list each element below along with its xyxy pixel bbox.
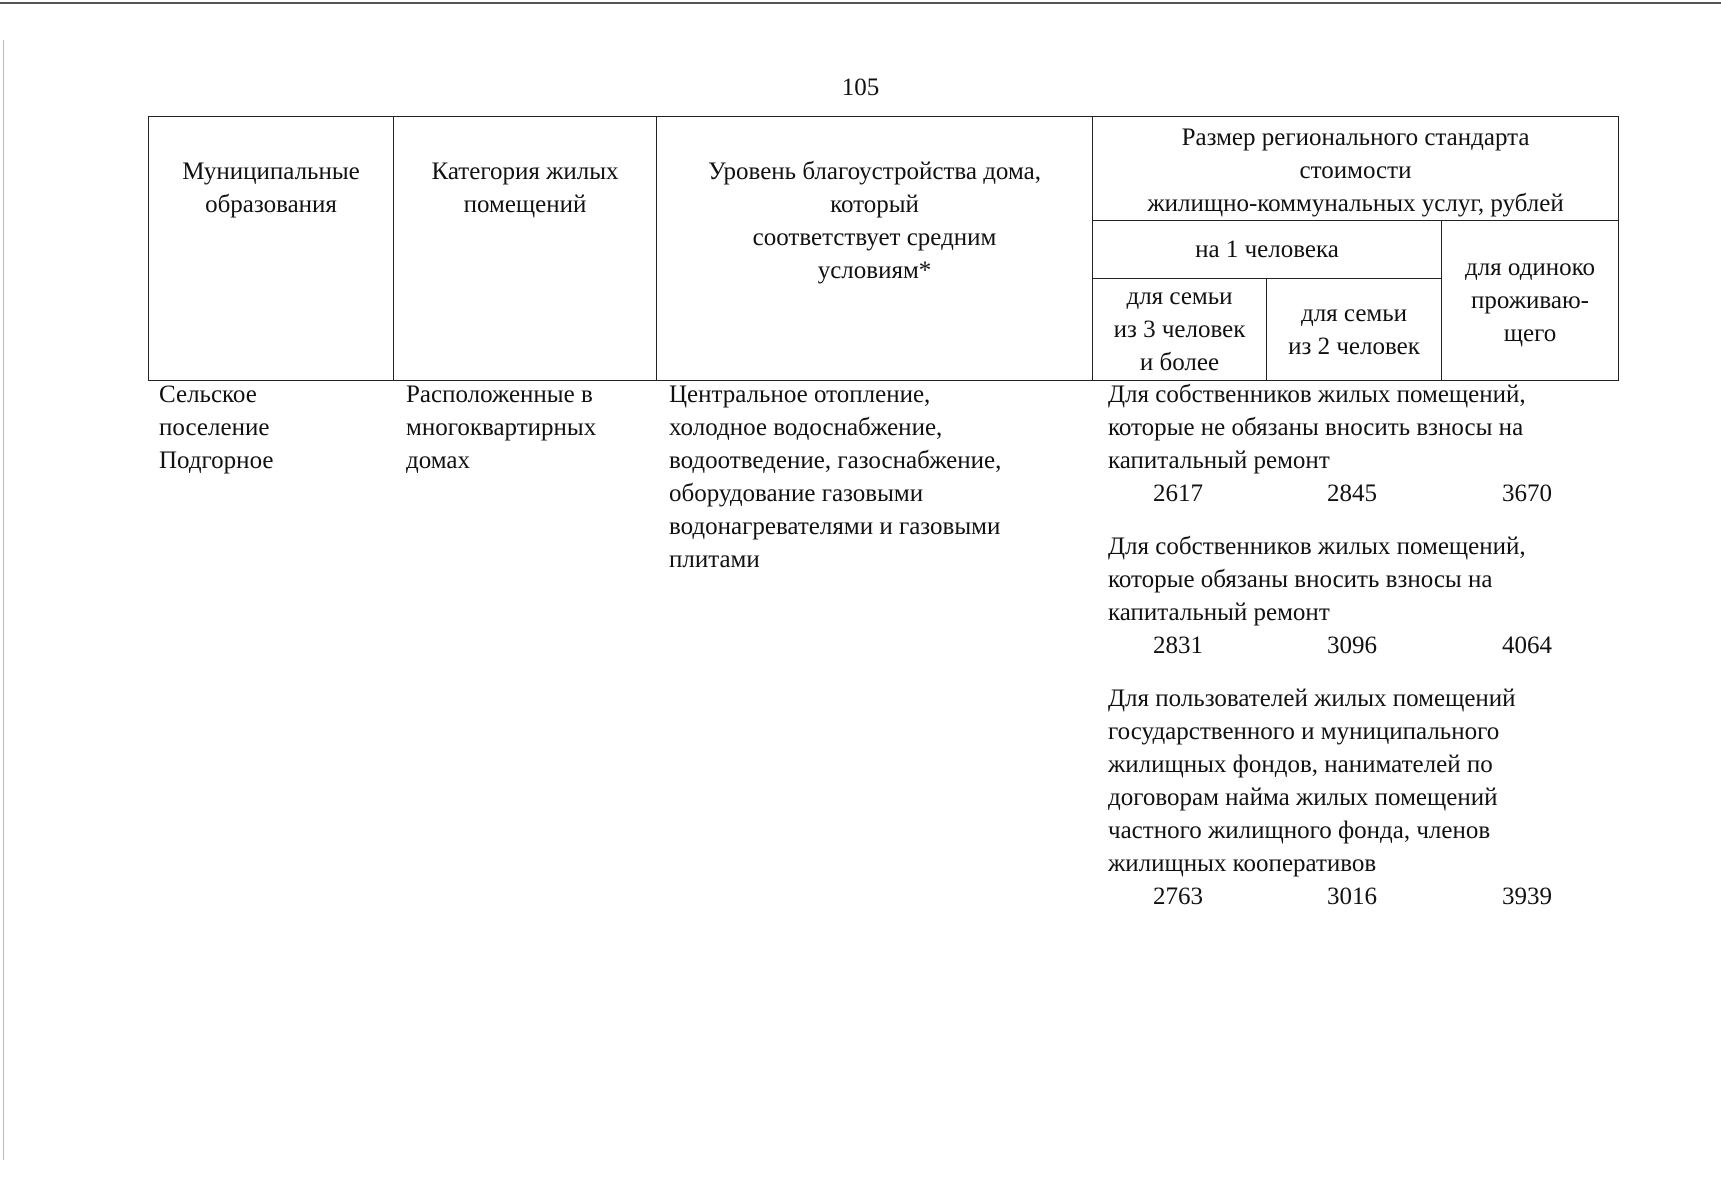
header-family-3: для семьи из 3 человек и более <box>1093 279 1267 381</box>
cell-category: Расположенные в многоквартирных домах <box>406 381 597 474</box>
scan-left-edge <box>3 40 4 1160</box>
value-single: 3670 <box>1502 480 1552 507</box>
value-family-2: 2845 <box>1327 480 1377 507</box>
group-owners-with-contribution: Для собственников жилых помещений, которые обязаны вносить взносы на капитальный ремонт 2831 3096 4064 <box>1108 530 1628 662</box>
header-per-person: на 1 человека <box>1093 221 1442 279</box>
header-municipal: Муниципальные образования <box>149 117 394 381</box>
cell-amenity-level: Центральное отопление, холодное водоснабжение, водоотведение, газоснабжение, оборудование газовыми водонагревателями и газовыми плитами <box>669 381 1002 573</box>
value-row <box>1108 880 1628 913</box>
value-single: 3939 <box>1502 883 1552 910</box>
header-category: Категория жилых помещений <box>394 117 657 381</box>
group-owners-no-contribution: Для собственников жилых помещений, которые не обязаны вносить взносы на капитальный ремонт 2617 2845 3670 <box>1108 378 1628 510</box>
header-family-2: для семьи из 2 человек <box>1267 279 1442 381</box>
table-header <box>148 116 1619 381</box>
value-family-3: 2831 <box>1153 632 1203 659</box>
group-tenants: Для пользователей жилых помещений государственного и муниципального жилищных фондов, нанимателей по договорам найма жилых помещений частного жилищного фонда, членов жилищных кооперативов 2763 3016 3939 <box>1108 682 1628 913</box>
cell-municipal: Сельское поселение Подгорное <box>159 381 274 474</box>
value-family-2: 3096 <box>1327 632 1377 659</box>
cell-standard-values <box>1108 378 1628 913</box>
value-family-3: 2617 <box>1153 480 1203 507</box>
value-row <box>1108 477 1628 510</box>
value-family-3: 2763 <box>1153 883 1203 910</box>
page-number: 105 <box>841 74 880 101</box>
value-single: 4064 <box>1502 632 1552 659</box>
header-standard-size: Размер регионального стандарта стоимости жилищно-коммунальных услуг, рублей <box>1093 117 1619 221</box>
value-family-2: 3016 <box>1327 883 1377 910</box>
scan-top-edge <box>0 2 1721 4</box>
header-single-resident: для одиноко проживаю- щего <box>1442 221 1619 381</box>
header-level: Уровень благоустройства дома, который соответствует средним условиям* <box>657 117 1093 381</box>
value-row <box>1108 629 1628 662</box>
